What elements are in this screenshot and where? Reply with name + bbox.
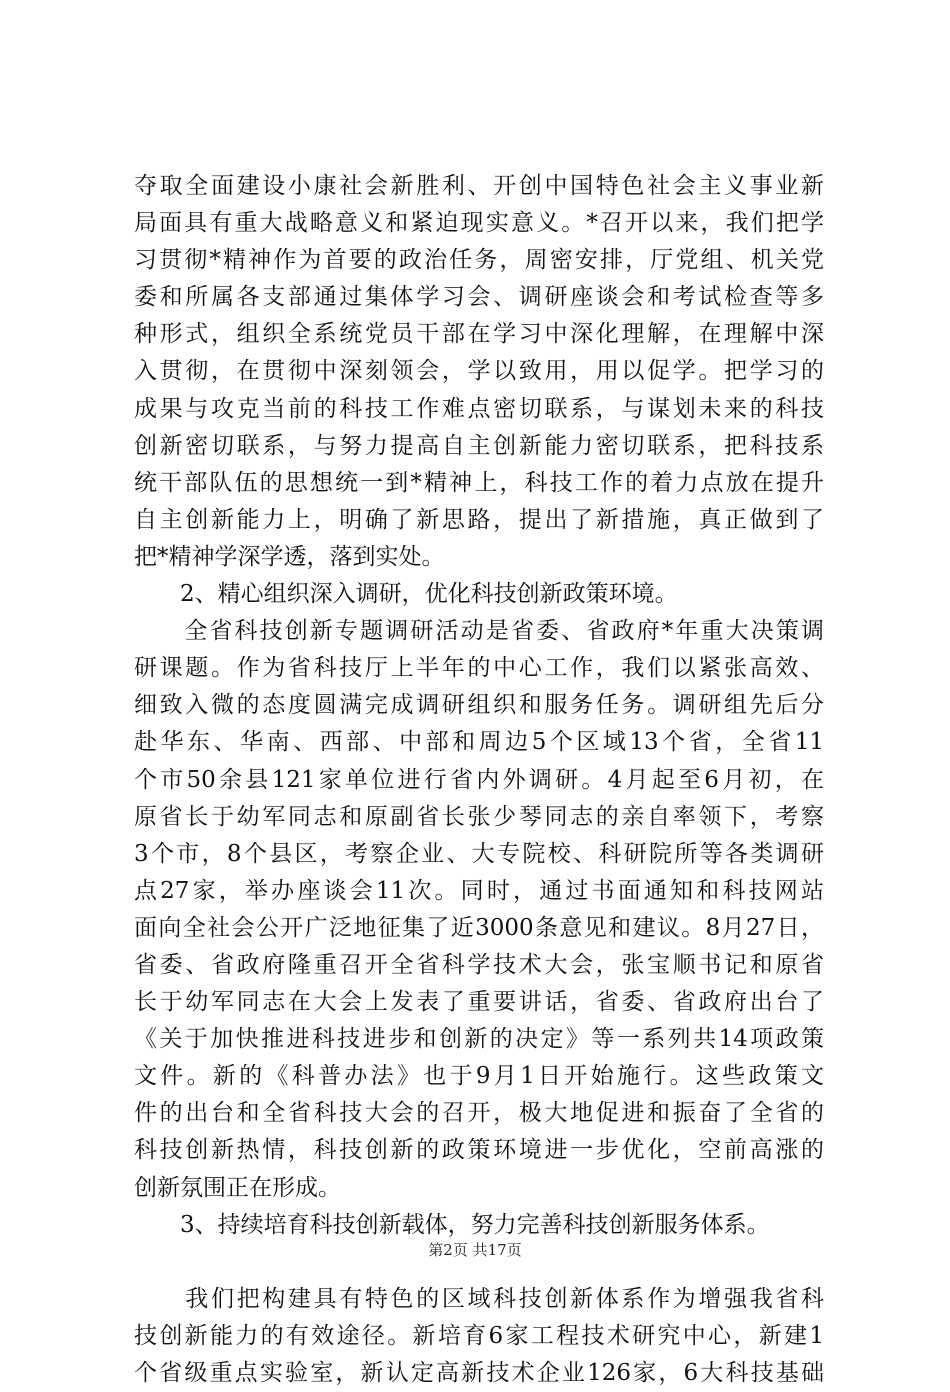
text-line: 把*精神学深学透，落到实处。 [134,543,445,570]
text-line: 赴华东、华南、西部、中部和周边5个区域13个省，全省11 [134,729,824,756]
text-line: 全省科技创新专题调研活动是省委、省政府*年重大决策调 [134,618,824,645]
text-line: 自主创新能力上，明确了新思路，提出了新措施，真正做到了 [134,506,824,533]
text-line: 点27家，举办座谈会11次。同时，通过书面通知和科技网站 [134,877,824,904]
body-text [134,168,824,1392]
text-line: 种形式，组织全系统党员干部在学习中深化理解，在理解中深 [134,321,824,348]
text-line: 统干部队伍的思想统一到*精神上，科技工作的着力点放在提升 [134,469,824,496]
text-line: 个省级重点实验室，新认定高新技术企业126家，6大科技基础 [134,1359,824,1386]
text-line: 《关于加快推进科技进步和创新的决定》等一系列共14项政策 [134,1026,824,1053]
text-line: 入贯彻，在贯彻中深刻领会，学以致用，用以促学。把学习的 [134,358,824,385]
text-line: 3个市，8个县区，考察企业、大专院校、科研院所等各类调研 [134,840,824,867]
text-line: 细致入微的态度圆满完成调研组织和服务任务。调研组先后分 [134,692,824,719]
text-line: 2、精心组织深入调研，优化科技创新政策环境。 [134,581,678,608]
text-line: 习贯彻*精神作为首要的政治任务，周密安排，厅党组、机关党 [134,247,824,274]
text-line: 委和所属各支部通过集体学习会、调研座谈会和考试检查等多 [134,284,824,311]
text-line: 省委、省政府隆重召开全省科学技术大会，张宝顺书记和原省 [134,951,824,978]
text-line: 我们把构建具有特色的区域科技创新体系作为增强我省科 [134,1285,824,1312]
text-line: 长于幼军同志在大会上发表了重要讲话，省委、省政府出台了 [134,989,824,1016]
text-line: 局面具有重大战略意义和紧迫现实意义。*召开以来，我们把学 [134,210,824,237]
text-line: 技创新能力的有效途径。新培育6家工程技术研究中心，新建1 [134,1322,824,1349]
text-line: 件的出台和全省科技大会的召开，极大地促进和振奋了全省的 [134,1100,824,1127]
text-line: 科技创新热情，科技创新的政策环境进一步优化，空前高涨的 [134,1137,824,1164]
text-line: 原省长于幼军同志和原副省长张少琴同志的亲自率领下，考察 [134,803,824,830]
page-footer: 第2页 共17页 [428,1241,522,1259]
text-line: 成果与攻克当前的科技工作难点密切联系，与谋划未来的科技 [134,395,824,422]
text-line: 研课题。作为省科技厅上半年的中心工作，我们以紧张高效、 [134,655,824,682]
text-line: 创新氛围正在形成。 [134,1174,341,1201]
text-line: 个市50余县121家单位进行省内外调研。4月起至6月初，在 [134,766,824,793]
text-line: 夺取全面建设小康社会新胜利、开创中国特色社会主义事业新 [134,173,824,199]
text-line: 创新密切联系，与努力提高自主创新能力密切联系，把科技系 [134,432,824,459]
text-line: 文件。新的《科普办法》也于9月1日开始施行。这些政策文 [134,1063,824,1090]
text-line: 面向全社会公开广泛地征集了近3000条意见和建议。8月27日， [134,914,824,941]
text-line: 3、持续培育科技创新载体，努力完善科技创新服务体系。 [134,1211,770,1238]
